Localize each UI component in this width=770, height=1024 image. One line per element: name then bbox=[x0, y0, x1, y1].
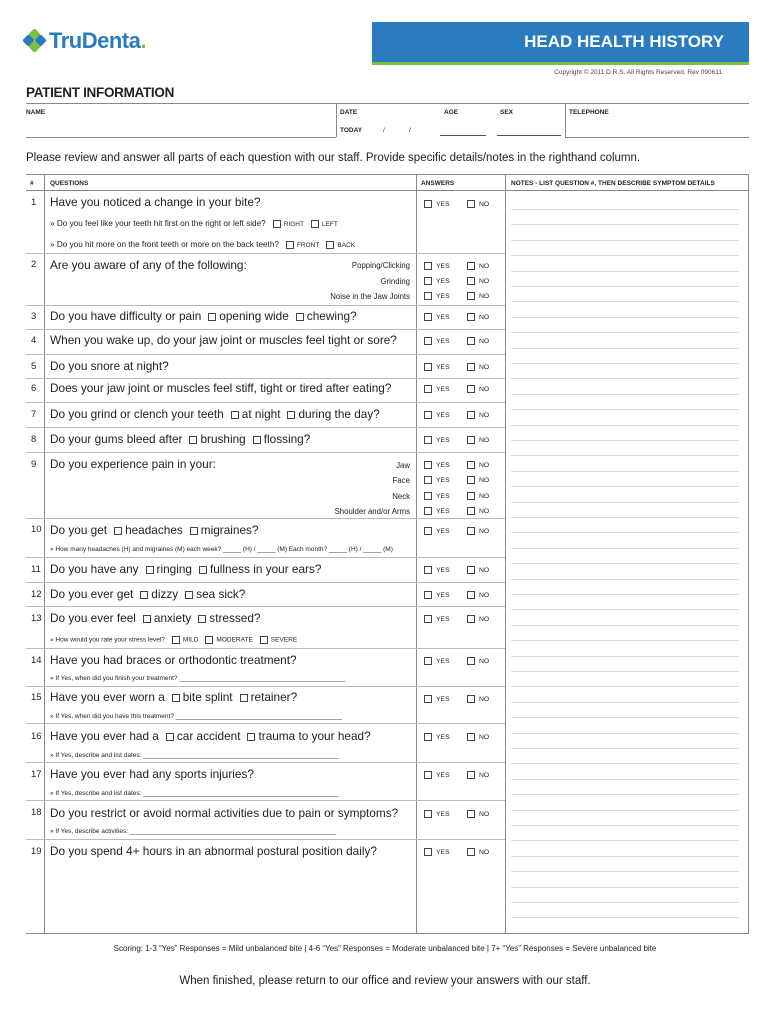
yes-checkbox[interactable]: YES bbox=[424, 337, 450, 345]
q2-item: Noise in the Jaw Joints bbox=[330, 292, 410, 301]
notes-line[interactable] bbox=[511, 348, 739, 349]
notes-line[interactable] bbox=[511, 240, 739, 241]
notes-line[interactable] bbox=[511, 763, 739, 764]
checkbox-icon bbox=[424, 771, 432, 779]
q2-item: Grinding bbox=[380, 277, 410, 286]
q11-number: 11 bbox=[31, 564, 41, 575]
q9-number: 9 bbox=[31, 459, 37, 470]
q9-item: Face bbox=[392, 476, 410, 485]
row-divider bbox=[26, 305, 505, 306]
footer-note: When finished, please return to our office and review your answers with our staff. bbox=[179, 975, 591, 987]
sex-field[interactable] bbox=[497, 135, 561, 136]
yes-checkbox[interactable]: YES bbox=[424, 695, 450, 703]
notes-line[interactable] bbox=[511, 517, 739, 518]
row-divider bbox=[26, 582, 505, 583]
yes-checkbox[interactable]: YES bbox=[424, 615, 450, 623]
q13-text: Do you ever feel anxiety stressed? bbox=[50, 611, 261, 625]
q16-sub: » If Yes, describe and list dates: ______________________________________________________ bbox=[50, 752, 339, 759]
q15-number: 15 bbox=[31, 692, 42, 703]
checkbox-icon bbox=[467, 492, 475, 500]
bite-splint-checkbox[interactable] bbox=[172, 694, 180, 702]
no-checkbox[interactable]: NO bbox=[467, 615, 489, 623]
no-checkbox[interactable]: NO bbox=[467, 771, 489, 779]
q10-sub: » How many headaches (H) and migraines (M) each week? _____ (H) / _____ (M) Each month? _____ (H) / _____ (M) bbox=[50, 546, 393, 553]
telephone-label: TELEPHONE bbox=[569, 109, 609, 116]
no-checkbox[interactable]: NO bbox=[467, 527, 489, 535]
q18-number: 18 bbox=[31, 807, 42, 818]
notes-line[interactable] bbox=[511, 686, 739, 687]
notes-line[interactable] bbox=[511, 733, 739, 734]
checkbox-icon bbox=[424, 200, 432, 208]
notes-line[interactable] bbox=[511, 656, 739, 657]
checkbox-icon bbox=[467, 848, 475, 856]
q9-text: Do you experience pain in your: bbox=[50, 457, 216, 471]
col-divider bbox=[416, 174, 417, 933]
notes-line[interactable] bbox=[511, 378, 739, 379]
row-divider bbox=[26, 606, 505, 607]
tooth-logo-icon bbox=[24, 30, 46, 52]
checkbox-icon bbox=[467, 695, 475, 703]
checkbox-icon bbox=[467, 733, 475, 741]
no-checkbox[interactable]: NO bbox=[467, 461, 489, 469]
headaches-checkbox[interactable] bbox=[114, 527, 122, 535]
section-title: PATIENT INFORMATION bbox=[26, 85, 175, 100]
notes-line[interactable] bbox=[511, 825, 739, 826]
yes-checkbox[interactable]: YES bbox=[424, 771, 450, 779]
q14-text: Have you had braces or orthodontic treatment? bbox=[50, 653, 297, 667]
notes-line[interactable] bbox=[511, 640, 739, 641]
checkbox-icon bbox=[424, 436, 432, 444]
q6-number: 6 bbox=[31, 383, 37, 394]
q14-sub: » If Yes, when did you finish your treatment? ______________________________________________ bbox=[50, 675, 346, 682]
title-banner bbox=[372, 22, 749, 62]
checkbox-icon bbox=[467, 527, 475, 535]
yes-checkbox[interactable]: YES bbox=[424, 292, 450, 300]
yes-checkbox[interactable]: YES bbox=[424, 262, 450, 270]
notes-line[interactable] bbox=[511, 532, 739, 533]
q17-sub: » If Yes, describe and list dates: ______________________________________________________ bbox=[50, 790, 339, 797]
retainer-checkbox[interactable] bbox=[240, 694, 248, 702]
notes-line[interactable] bbox=[511, 209, 739, 210]
notes-line[interactable] bbox=[511, 224, 739, 225]
q4-text: When you wake up, do your jaw joint or muscles feel tight or sore? bbox=[50, 333, 397, 347]
notes-line[interactable] bbox=[511, 902, 739, 903]
front-checkbox[interactable] bbox=[286, 241, 294, 249]
notes-line[interactable] bbox=[511, 671, 739, 672]
divider bbox=[565, 103, 566, 137]
no-checkbox[interactable]: NO bbox=[467, 385, 489, 393]
yes-checkbox[interactable]: YES bbox=[424, 657, 450, 665]
col-divider bbox=[505, 174, 506, 933]
checkbox-icon bbox=[424, 337, 432, 345]
q18-text: Do you restrict or avoid normal activities due to pain or symptoms? bbox=[50, 806, 399, 820]
q6-text: Does your jaw joint or muscles feel stiff, tight or tired after eating? bbox=[50, 381, 392, 395]
q15-sub: » If Yes, when did you have this treatment? ______________________________________________ bbox=[50, 713, 343, 720]
q18-sub: » If Yes, describe activities: _________________________________________________________ bbox=[50, 828, 336, 835]
notes-line[interactable] bbox=[511, 717, 739, 718]
q4-number: 4 bbox=[31, 335, 37, 346]
day-checkbox[interactable] bbox=[287, 411, 295, 419]
yes-checkbox[interactable]: YES bbox=[424, 461, 450, 469]
no-checkbox[interactable]: NO bbox=[467, 695, 489, 703]
q12-number: 12 bbox=[31, 589, 42, 600]
right-checkbox[interactable] bbox=[273, 220, 281, 228]
notes-line[interactable] bbox=[511, 871, 739, 872]
instructions: Please review and answer all parts of each question with our staff. Provide specific details/notes in the righthand column. bbox=[26, 152, 641, 164]
yes-checkbox[interactable]: YES bbox=[424, 277, 450, 285]
checkbox-icon bbox=[424, 363, 432, 371]
today-label: TODAY bbox=[340, 127, 363, 134]
checkbox-icon bbox=[424, 507, 432, 515]
notes-line[interactable] bbox=[511, 856, 739, 857]
row-divider bbox=[26, 800, 505, 801]
date-label: DATE bbox=[340, 109, 358, 116]
q15-text: Have you ever worn a bite splint retainer? bbox=[50, 690, 298, 704]
notes-line[interactable] bbox=[511, 609, 739, 610]
q12-text: Do you ever get dizzy sea sick? bbox=[50, 587, 246, 601]
notes-line[interactable] bbox=[511, 840, 739, 841]
yes-checkbox[interactable]: YES bbox=[424, 492, 450, 500]
accent-line bbox=[372, 62, 749, 65]
notes-line[interactable] bbox=[511, 363, 739, 364]
checkbox-icon bbox=[424, 385, 432, 393]
checkbox-icon bbox=[467, 411, 475, 419]
name-field[interactable] bbox=[26, 137, 336, 138]
notes-line[interactable] bbox=[511, 394, 739, 395]
notes-line[interactable] bbox=[511, 486, 739, 487]
yes-checkbox[interactable]: YES bbox=[424, 385, 450, 393]
yes-checkbox[interactable]: YES bbox=[424, 566, 450, 574]
anxiety-checkbox[interactable] bbox=[143, 615, 151, 623]
q11-text: Do you have any ringing fullness in your ears? bbox=[50, 562, 322, 576]
row-divider bbox=[26, 648, 505, 649]
q1-text: Have you noticed a change in your bite? bbox=[50, 195, 261, 209]
notes-line[interactable] bbox=[511, 471, 739, 472]
copyright: Copyright © 2011 D.R.S. All Rights Reserved. Rev 090611 bbox=[554, 69, 722, 76]
checkbox-icon bbox=[424, 313, 432, 321]
notes-line[interactable] bbox=[511, 409, 739, 410]
no-checkbox[interactable]: NO bbox=[467, 363, 489, 371]
notes-line[interactable] bbox=[511, 594, 739, 595]
q8-number: 8 bbox=[31, 434, 37, 445]
no-checkbox[interactable]: NO bbox=[467, 733, 489, 741]
q10-text: Do you get headaches migraines? bbox=[50, 523, 259, 537]
notes-line[interactable] bbox=[511, 317, 739, 318]
checkbox-icon bbox=[467, 657, 475, 665]
col-answers-header: ANSWERS bbox=[421, 180, 455, 187]
header-bottom bbox=[26, 190, 749, 191]
checkbox-icon bbox=[467, 337, 475, 345]
yes-checkbox[interactable]: YES bbox=[424, 200, 450, 208]
no-checkbox[interactable]: NO bbox=[467, 476, 489, 484]
left-checkbox[interactable] bbox=[311, 220, 319, 228]
row-divider bbox=[26, 518, 505, 519]
notes-line[interactable] bbox=[511, 887, 739, 888]
yes-checkbox[interactable]: YES bbox=[424, 313, 450, 321]
q16-text: Have you ever had a car accident trauma to your head? bbox=[50, 729, 371, 743]
row-divider bbox=[26, 762, 505, 763]
no-checkbox[interactable]: NO bbox=[467, 292, 489, 300]
notes-line[interactable] bbox=[511, 748, 739, 749]
notes-line[interactable] bbox=[511, 271, 739, 272]
checkbox-icon bbox=[424, 810, 432, 818]
notes-line[interactable] bbox=[511, 301, 739, 302]
checkbox-icon bbox=[424, 657, 432, 665]
q5-number: 5 bbox=[31, 361, 37, 372]
checkbox-icon bbox=[424, 411, 432, 419]
q1-sub1: » Do you feel like your teeth hit first on the right or left side? RIGHT LEFT bbox=[50, 219, 338, 228]
row-divider bbox=[26, 557, 505, 558]
page-title: HEAD HEALTH HISTORY bbox=[524, 32, 724, 51]
checkbox-icon bbox=[424, 292, 432, 300]
row-divider bbox=[26, 427, 505, 428]
no-checkbox[interactable]: NO bbox=[467, 591, 489, 599]
fullness-checkbox[interactable] bbox=[199, 566, 207, 574]
no-checkbox[interactable]: NO bbox=[467, 262, 489, 270]
q17-number: 17 bbox=[31, 769, 42, 780]
row-divider bbox=[26, 686, 505, 687]
row-divider bbox=[26, 329, 505, 330]
seasick-checkbox[interactable] bbox=[185, 591, 193, 599]
moderate-checkbox[interactable] bbox=[205, 636, 213, 644]
opening-checkbox[interactable] bbox=[208, 313, 216, 321]
date-slash: / bbox=[383, 127, 385, 134]
checkbox-icon bbox=[424, 492, 432, 500]
age-field[interactable] bbox=[440, 135, 486, 136]
no-checkbox[interactable]: NO bbox=[467, 848, 489, 856]
no-checkbox[interactable]: NO bbox=[467, 436, 489, 444]
yes-checkbox[interactable]: YES bbox=[424, 507, 450, 515]
q13-sub: » How would you rate your stress level? MILD MODERATE SEVERE bbox=[50, 636, 298, 644]
row-divider bbox=[26, 723, 505, 724]
q1-sub2: » Do you hit more on the front teeth or more on the back teeth? FRONT BACK bbox=[50, 240, 356, 249]
checkbox-icon bbox=[424, 277, 432, 285]
q5-text: Do you snore at night? bbox=[50, 359, 169, 373]
divider bbox=[336, 103, 337, 137]
mild-checkbox[interactable] bbox=[172, 636, 180, 644]
yes-checkbox[interactable]: YES bbox=[424, 411, 450, 419]
q9-item: Shoulder and/or Arms bbox=[334, 507, 410, 516]
stressed-checkbox[interactable] bbox=[198, 615, 206, 623]
notes-line[interactable] bbox=[511, 502, 739, 503]
q19-number: 19 bbox=[31, 846, 42, 857]
row-divider bbox=[26, 253, 505, 254]
chewing-checkbox[interactable] bbox=[296, 313, 304, 321]
checkbox-icon bbox=[424, 461, 432, 469]
col-divider bbox=[748, 174, 749, 933]
q3-text: Do you have difficulty or pain opening wide chewing? bbox=[50, 309, 357, 323]
no-checkbox[interactable]: NO bbox=[467, 492, 489, 500]
notes-line[interactable] bbox=[511, 702, 739, 703]
checkbox-icon bbox=[467, 363, 475, 371]
no-checkbox[interactable]: NO bbox=[467, 411, 489, 419]
no-checkbox[interactable]: NO bbox=[467, 200, 489, 208]
notes-line[interactable] bbox=[511, 779, 739, 780]
checkbox-icon bbox=[467, 810, 475, 818]
sex-label: SEX bbox=[500, 109, 514, 116]
notes-line[interactable] bbox=[511, 286, 739, 287]
col-divider bbox=[44, 174, 45, 933]
no-checkbox[interactable]: NO bbox=[467, 507, 489, 515]
q17-text: Have you ever had any sports injuries? bbox=[50, 767, 254, 781]
table-top bbox=[26, 174, 749, 175]
q10-number: 10 bbox=[31, 524, 42, 535]
checkbox-icon bbox=[467, 292, 475, 300]
yes-checkbox[interactable]: YES bbox=[424, 527, 450, 535]
col-questions-header: QUESTIONS bbox=[50, 180, 89, 187]
q3-number: 3 bbox=[31, 311, 37, 322]
notes-line[interactable] bbox=[511, 440, 739, 441]
patient-top-line bbox=[26, 103, 749, 104]
checkbox-icon bbox=[424, 262, 432, 270]
q9-item: Neck bbox=[392, 492, 410, 501]
yes-checkbox[interactable]: YES bbox=[424, 591, 450, 599]
col-notes-header: NOTES - LIST QUESTION #, THEN DESCRIBE SYMPTOM DETAILS bbox=[511, 180, 715, 187]
trudenta-logo bbox=[24, 26, 146, 56]
age-label: AGE bbox=[444, 109, 459, 116]
notes-line[interactable] bbox=[511, 548, 739, 549]
notes-line[interactable] bbox=[511, 255, 739, 256]
row-divider bbox=[26, 452, 505, 453]
q9-item: Jaw bbox=[396, 461, 410, 470]
yes-checkbox[interactable]: YES bbox=[424, 476, 450, 484]
q14-number: 14 bbox=[31, 655, 42, 666]
yes-checkbox[interactable]: YES bbox=[424, 810, 450, 818]
name-label: NAME bbox=[26, 109, 46, 116]
brand-name: TruDenta bbox=[49, 28, 141, 53]
dizzy-checkbox[interactable] bbox=[140, 591, 148, 599]
yes-checkbox[interactable]: YES bbox=[424, 848, 450, 856]
q7-text: Do you grind or clench your teeth at night during the day? bbox=[50, 407, 380, 421]
head-trauma-checkbox[interactable] bbox=[247, 733, 255, 741]
flossing-checkbox[interactable] bbox=[253, 436, 261, 444]
migraines-checkbox[interactable] bbox=[190, 527, 198, 535]
q13-number: 13 bbox=[31, 613, 42, 624]
yes-checkbox[interactable]: YES bbox=[424, 436, 450, 444]
notes-line[interactable] bbox=[511, 455, 739, 456]
yes-checkbox[interactable]: YES bbox=[424, 733, 450, 741]
notes-line[interactable] bbox=[511, 332, 739, 333]
q8-text: Do your gums bleed after brushing flossing? bbox=[50, 432, 311, 446]
no-checkbox[interactable]: NO bbox=[467, 277, 489, 285]
q16-number: 16 bbox=[31, 731, 42, 742]
checkbox-icon bbox=[424, 527, 432, 535]
checkbox-icon bbox=[467, 385, 475, 393]
notes-line[interactable] bbox=[511, 563, 739, 564]
checkbox-icon bbox=[467, 507, 475, 515]
checkbox-icon bbox=[467, 277, 475, 285]
q2-item: Popping/Clicking bbox=[351, 261, 410, 270]
brand-mark: . bbox=[140, 28, 146, 53]
checkbox-icon bbox=[467, 313, 475, 321]
row-divider bbox=[26, 839, 505, 840]
checkbox-icon bbox=[424, 733, 432, 741]
back-checkbox[interactable] bbox=[326, 241, 334, 249]
checkbox-icon bbox=[467, 566, 475, 574]
checkbox-icon bbox=[424, 615, 432, 623]
car-accident-checkbox[interactable] bbox=[166, 733, 174, 741]
checkbox-icon bbox=[467, 461, 475, 469]
q2-text: Are you aware of any of the following: bbox=[50, 258, 247, 272]
checkbox-icon bbox=[467, 771, 475, 779]
notes-line[interactable] bbox=[511, 917, 739, 918]
ringing-checkbox[interactable] bbox=[146, 566, 154, 574]
severe-checkbox[interactable] bbox=[260, 636, 268, 644]
checkbox-icon bbox=[424, 591, 432, 599]
checkbox-icon bbox=[467, 262, 475, 270]
no-checkbox[interactable]: NO bbox=[467, 810, 489, 818]
date-slash: / bbox=[409, 127, 411, 134]
no-checkbox[interactable]: NO bbox=[467, 313, 489, 321]
checkbox-icon bbox=[467, 436, 475, 444]
checkbox-icon bbox=[467, 615, 475, 623]
telephone-field[interactable] bbox=[565, 137, 749, 138]
checkbox-icon bbox=[424, 848, 432, 856]
notes-line[interactable] bbox=[511, 794, 739, 795]
checkbox-icon bbox=[467, 591, 475, 599]
q1-number: 1 bbox=[31, 197, 37, 208]
row-divider bbox=[26, 354, 505, 355]
q2-number: 2 bbox=[31, 259, 37, 270]
checkbox-icon bbox=[424, 566, 432, 574]
night-checkbox[interactable] bbox=[231, 411, 239, 419]
checkbox-icon bbox=[467, 200, 475, 208]
col-num-header: # bbox=[30, 180, 34, 187]
notes-line[interactable] bbox=[511, 810, 739, 811]
notes-line[interactable] bbox=[511, 579, 739, 580]
checkbox-icon bbox=[424, 476, 432, 484]
checkbox-icon bbox=[424, 695, 432, 703]
no-checkbox[interactable]: NO bbox=[467, 566, 489, 574]
no-checkbox[interactable]: NO bbox=[467, 337, 489, 345]
q7-number: 7 bbox=[31, 409, 37, 420]
row-divider bbox=[26, 402, 505, 403]
no-checkbox[interactable]: NO bbox=[467, 657, 489, 665]
brushing-checkbox[interactable] bbox=[189, 436, 197, 444]
notes-line[interactable] bbox=[511, 625, 739, 626]
yes-checkbox[interactable]: YES bbox=[424, 363, 450, 371]
checkbox-icon bbox=[467, 476, 475, 484]
scoring-legend: Scoring: 1-3 “Yes” Responses = Mild unbalanced bite | 4-6 “Yes” Responses = Moderate unbalanced bite | 7+ “Yes” Responses = Severe unbalanced bite bbox=[113, 944, 657, 953]
q19-text: Do you spend 4+ hours in an abnormal postural position daily? bbox=[50, 844, 377, 858]
table-bottom bbox=[26, 933, 749, 934]
notes-line[interactable] bbox=[511, 425, 739, 426]
row-divider bbox=[26, 378, 505, 379]
